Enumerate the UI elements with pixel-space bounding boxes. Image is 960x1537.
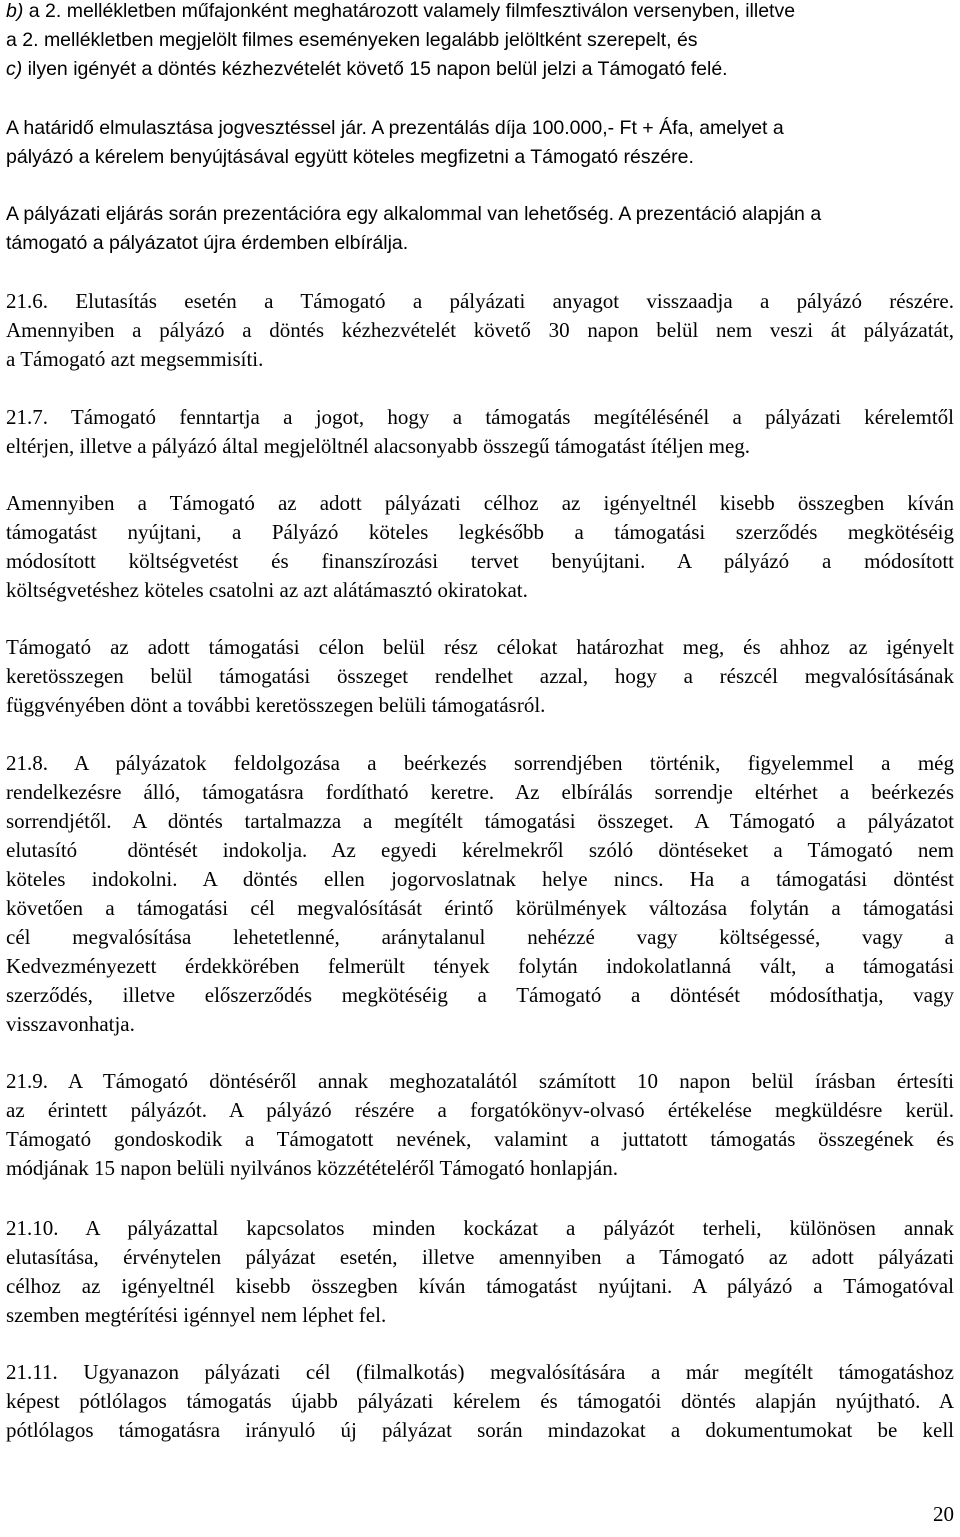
text-line: eltérjen, illetve a pályázó által megjelöltnél alacsonyabb összegű támogatást ítéljen meg. (6, 434, 751, 458)
text-line: Amennyiben a Támogató az adott pályázati célhoz az igényeltnél kisebb összegben kíván (6, 491, 954, 515)
text-line: 21.11. Ugyanazon pályázati cél (filmalkotás) megvalósítására a már megítélt támogatáshoz (6, 1360, 954, 1384)
text-line: elutasítása, érvénytelen pályázat esetén, illetve amennyiben a Támogató az adott pályázati (6, 1245, 954, 1269)
text-line: a Támogató azt megsemmisíti. (6, 347, 264, 371)
text-line: keretösszegen belül támogatási összeget rendelhet azzal, hogy a részcél megvalósításának (6, 664, 954, 688)
text-line: a 2. mellékletben megjelölt filmes eseményeken legalább jelöltként szerepelt, és (6, 29, 698, 51)
text-line: 21.10. A pályázattal kapcsolatos minden kockázat a pályázót terheli, különösen annak (6, 1216, 954, 1240)
page-number: 20 (933, 1502, 954, 1526)
text-line: költségvetéshez köteles csatolni az azt alátámasztó okiratokat. (6, 578, 528, 602)
section-21-11 (6, 1358, 954, 1445)
text-line: köteles indokolni. A döntés ellen jogorvoslatnak helye nincs. Ha a támogatási döntést (6, 867, 954, 891)
text-line: pályázó a kérelem benyújtásával együtt köteles megfizetni a Támogató részére. (6, 146, 694, 168)
paragraph-presentation-opportunity (6, 200, 954, 258)
paragraph-presentation-fee (6, 114, 954, 172)
section-21-9 (6, 1067, 954, 1183)
text-line: Támogató az adott támogatási célon belül rész célokat határozhat meg, és ahhoz az igényelt (6, 635, 954, 659)
text-line: 21.8. A pályázatok feldolgozása a beérkezés sorrendjében történik, figyelemmel a még (6, 751, 954, 775)
text-line: 21.6. Elutasítás esetén a Támogató a pályázati anyagot visszaadja a pályázó részére. (6, 289, 954, 313)
text-line: Amennyiben a pályázó a döntés kézhezvételét követő 30 napon belül nem veszi át pályázatát, (6, 318, 954, 342)
section-21-6 (6, 287, 954, 374)
section-21-7 (6, 403, 954, 461)
text-line: 21.9. A Támogató döntéséről annak meghozatalától számított 10 napon belül írásban értesíti (6, 1069, 954, 1093)
paragraph-sub-goals (6, 633, 954, 720)
paragraph-reduced-support (6, 489, 954, 605)
list-label-c: c) (6, 58, 23, 80)
text-line: rendelkezésre álló, támogatásra fordítható keretre. Az elbírálás sorrendje eltérhet a beérkezés (6, 780, 954, 804)
text-line: támogatást nyújtani, a Pályázó köteles legkésőbb a támogatási szerződés megkötéséig (6, 520, 954, 544)
text-line: követően a támogatási cél megvalósítását érintő körülmények változása folytán a támogatási (6, 896, 954, 920)
text-line: támogató a pályázatot újra érdemben elbírálja. (6, 232, 409, 254)
text-line: az érintett pályázót. A pályázó részére a forgatókönyv-olvasó értékelése megküldésre kerül. (6, 1098, 954, 1122)
section-21-8 (6, 749, 954, 1039)
text-line: módjának 15 napon belüli nyilvános közzétételéről Támogató honlapján. (6, 1156, 618, 1180)
text-line: A határidő elmulasztása jogvesztéssel jár. A prezentálás díja 100.000,- Ft + Áfa, amelyet a (6, 117, 784, 139)
text-line: visszavonhatja. (6, 1012, 135, 1036)
text-line: elutasító döntését indokolja. Az egyedi kérelmekről szóló döntéseket a Támogató nem (6, 838, 954, 862)
text-line: A pályázati eljárás során prezentációra egy alkalommal van lehetőség. A prezentáció alapján a (6, 203, 822, 225)
text-line: szerződés, illetve előszerződés megkötéséig a Támogató a döntését módosíthatja, vagy (6, 983, 954, 1007)
text-line: sorrendjétől. A döntés tartalmazza a megítélt támogatási összeget. A Támogató a pályázatot (6, 809, 954, 833)
text-line: cél megvalósítása lehetetlenné, aránytalanul nehézzé vagy költségessé, vagy a (6, 925, 954, 949)
text-line: képest pótlólagos támogatás újabb pályázati kérelem és támogatói döntés alapján nyújtható. A (6, 1389, 954, 1413)
text-line: Kedvezményezett érdekkörében felmerült tények folytán indokolatlanná vált, a támogatási (6, 954, 954, 978)
text-line: szemben megtérítési igénnyel nem léphet fel. (6, 1303, 387, 1327)
list-label-b: b) (6, 0, 24, 22)
text-line: függvényében dönt a további keretösszegen belüli támogatásról. (6, 693, 546, 717)
text-line: 21.7. Támogató fenntartja a jogot, hogy a támogatás megítélésénél a pályázati kérelemtől (6, 405, 954, 429)
text-line: módosított költségvetést és finanszírozási tervet benyújtani. A pályázó a módosított (6, 549, 954, 573)
paragraph-eligibility-conditions (6, 0, 954, 84)
text-line: b) a 2. mellékletben műfajonként meghatározott valamely filmfesztiválon versenyben, illetve (6, 0, 796, 22)
text-line: pótlólagos támogatásra irányuló új pályázat során mindazokat a dokumentumokat be kell (6, 1418, 954, 1442)
text-line: c) ilyen igényét a döntés kézhezvételét követő 15 napon belül jelzi a Támogató felé. (6, 58, 728, 80)
text-line: Támogató gondoskodik a Támogatott nevének, valamint a juttatott támogatás összegének és (6, 1127, 954, 1151)
section-21-10 (6, 1214, 954, 1330)
text-line: célhoz az igényeltnél kisebb összegben kíván támogatást nyújtani. A pályázó a Támogatóval (6, 1274, 954, 1298)
